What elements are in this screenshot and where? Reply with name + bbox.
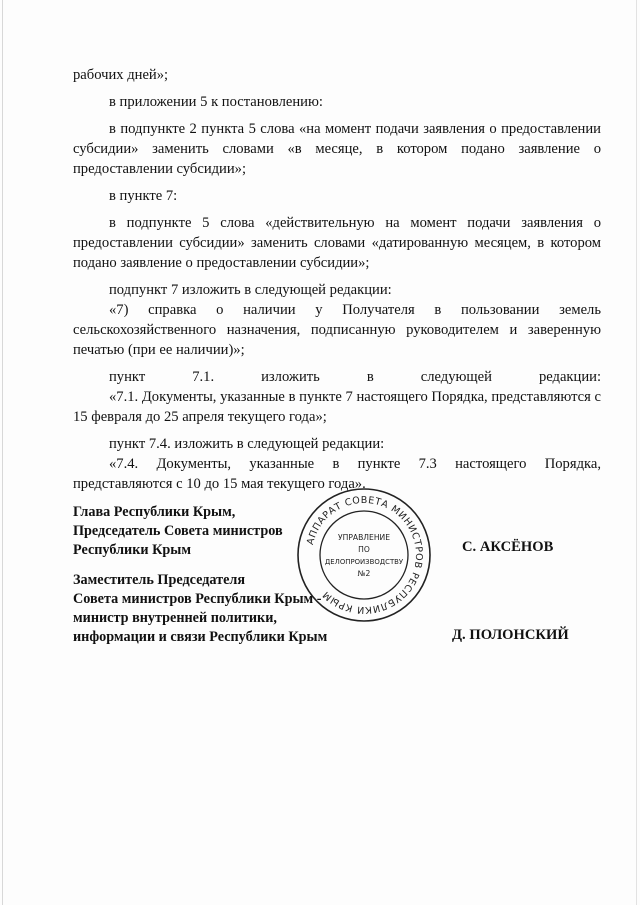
paragraph-8: пункт 7.1. изложить в следующей редакции: bbox=[109, 369, 601, 385]
scan-edge-left bbox=[2, 0, 3, 905]
paragraph-11: «7.4. Документы, указанные в пункте 7.3 настоящего Порядка, представляются с 10 до 15 мая текущего года». bbox=[73, 456, 601, 492]
head-title-line: Республики Крым bbox=[73, 542, 192, 558]
deputy-signature-title bbox=[73, 571, 327, 647]
scan-edge-right bbox=[636, 0, 637, 905]
paragraph-1: рабочих дней»; bbox=[73, 67, 169, 83]
paragraph-5: в подпункте 5 слова «действительную на момент подачи заявления о предоставлении субсидии» заменить словами «датированную месяцем, в котором подано заявление о предоставлении субсидии»; bbox=[73, 215, 601, 271]
stamp-inner-ring bbox=[320, 511, 408, 599]
stamp-center-line-3: ДЕЛОПРОИЗВОДСТВУ bbox=[324, 558, 404, 566]
head-title-line: Глава Республики Крым, bbox=[73, 504, 236, 520]
paragraph-4: в пункте 7: bbox=[109, 188, 178, 204]
paragraph-7: «7) справка о наличии у Получателя в пользовании земель сельскохозяйственного назначения, подписанную руководителем и заверенную печатью (при ее наличии)»; bbox=[73, 302, 601, 358]
deputy-title-line: Заместитель Председателя bbox=[73, 572, 246, 588]
paragraph-10: пункт 7.4. изложить в следующей редакции: bbox=[109, 436, 385, 452]
stamp-center-line-2: ПО bbox=[358, 545, 370, 554]
paragraph-6: подпункт 7 изложить в следующей редакции: bbox=[109, 282, 392, 298]
stamp-center-line-1: УПРАВЛЕНИЕ bbox=[337, 533, 391, 542]
stamp-ring-text: АППАРАТ СОВЕТА МИНИСТРОВ РЕСПУБЛИКИ КРЫМ bbox=[305, 494, 425, 616]
head-title-line: Председатель Совета министров bbox=[73, 523, 283, 539]
stamp-center-line-4: №2 bbox=[357, 569, 371, 578]
deputy-title-line: информации и связи Республики Крым bbox=[73, 629, 328, 645]
deputy-title-line: министр внутренней политики, bbox=[73, 610, 277, 626]
document-body bbox=[73, 65, 601, 501]
head-signature-name: С. АКСЁНОВ bbox=[462, 539, 554, 555]
deputy-title-line: Совета министров Республики Крым - bbox=[73, 591, 322, 607]
head-signature-title bbox=[73, 503, 283, 560]
paragraph-2: в приложении 5 к постановлению: bbox=[109, 94, 323, 110]
paragraph-3: в подпункте 2 пункта 5 слова «на момент подачи заявления о предоставлении субсидии» заменить словами «в месяце, в котором подано заявление о предоставлении субсидии»; bbox=[73, 121, 601, 177]
stamp-outer-ring bbox=[298, 489, 430, 621]
deputy-signature-name: Д. ПОЛОНСКИЙ bbox=[452, 627, 569, 643]
paragraph-9: «7.1. Документы, указанные в пункте 7 настоящего Порядка, представляются с 15 февраля до 25 апреля текущего года»; bbox=[73, 389, 601, 425]
official-stamp bbox=[294, 485, 434, 625]
